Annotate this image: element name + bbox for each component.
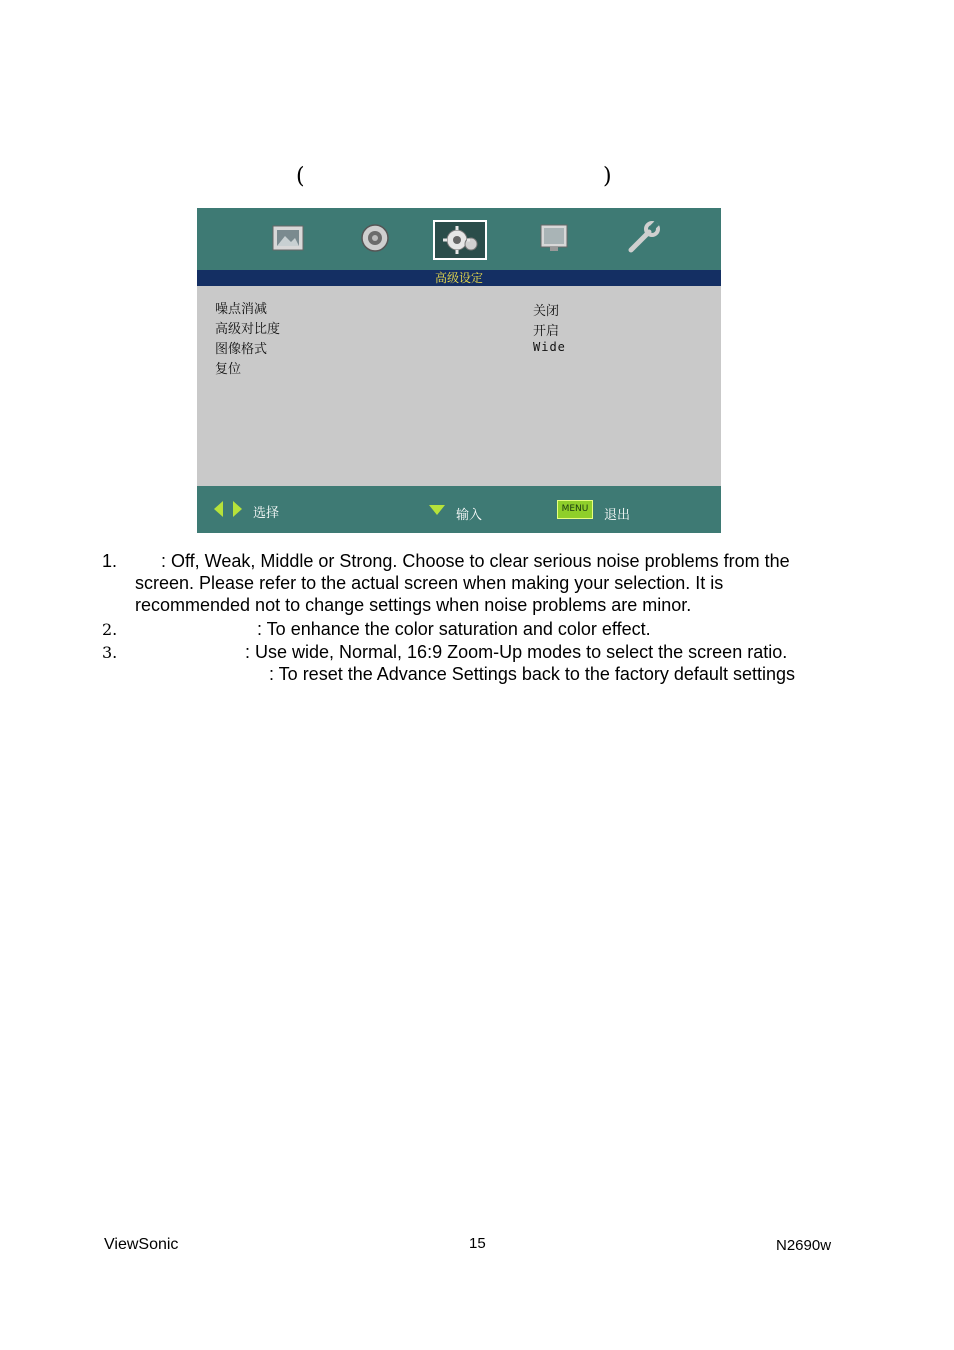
osd-title-bar: [197, 270, 721, 286]
setup-wrench-icon: [623, 220, 663, 256]
list-number-2: 2.: [102, 620, 118, 639]
screen-icon: [535, 220, 575, 256]
osd-screenshot: [197, 208, 721, 533]
osd-exit-label: 退出: [604, 508, 631, 523]
osd-row-value: 关闭: [533, 304, 560, 319]
osd-tab-bar: [197, 208, 721, 270]
footer-brand: ViewSonic: [104, 1236, 179, 1253]
footer-page-number: 15: [469, 1235, 486, 1252]
osd-row-value: Wide: [533, 340, 566, 354]
picture-icon: [269, 220, 309, 256]
advanced-settings-icon: [433, 220, 487, 260]
left-right-arrows-icon: [213, 500, 245, 518]
list-item-1-line-3: recommended not to change settings when noise problems are minor.: [135, 595, 692, 615]
sound-icon: [355, 220, 395, 256]
osd-row-label: 高级对比度: [215, 322, 281, 337]
list-item-2-line-1: : To enhance the color saturation and color effect.: [257, 619, 651, 639]
list-item-1-line-1: : Off, Weak, Middle or Strong. Choose to clear serious noise problems from the: [161, 551, 790, 571]
list-item-4-line-1: : To reset the Advance Settings back to the factory default settings: [269, 664, 795, 684]
osd-title: 高级设定: [434, 271, 483, 285]
footer-model: N2690w: [776, 1237, 832, 1254]
heading-open-paren: (: [296, 164, 305, 189]
osd-footer-bar: [197, 486, 721, 533]
down-arrow-icon: [428, 504, 446, 516]
osd-row-label: 复位: [215, 362, 242, 377]
list-number-1: 1.: [102, 551, 118, 571]
list-item-1-line-2: screen. Please refer to the actual screen when making your selection. It is: [135, 573, 724, 593]
osd-row-label: 噪点消减: [215, 302, 268, 317]
list-number-3: 3.: [102, 643, 118, 662]
osd-row-label: 图像格式: [215, 342, 268, 357]
heading-close-paren: ): [603, 164, 612, 189]
osd-enter-label: 输入: [456, 508, 483, 523]
list-item-3-line-1: : Use wide, Normal, 16:9 Zoom-Up modes to select the screen ratio.: [245, 642, 788, 662]
menu-key-icon: MENU: [557, 500, 593, 519]
osd-row-value: 开启: [533, 324, 560, 339]
osd-select-label: 选择: [253, 506, 280, 521]
